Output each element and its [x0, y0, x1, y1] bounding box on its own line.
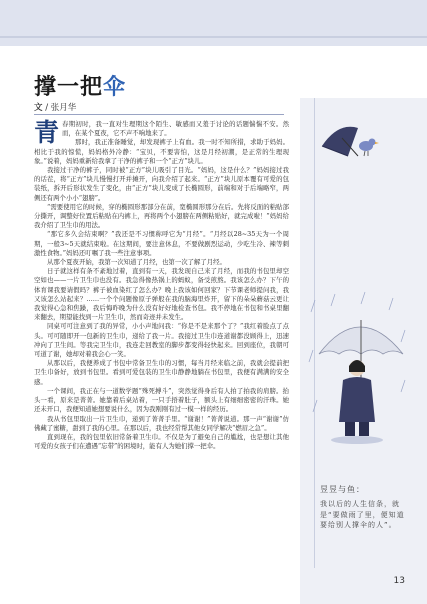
- paragraph: 同桌可可注意到了我的异常，小小声地问我：“你是不是来那个了？”我红着脸点了点头。可可随即开一包新的卫生巾，递给了我一片。我接过卫生巾连道谢都没顾得上，迅速冲向了卫生间。等我完卫生巾，我连走回教室的脚步都变得轻快起来。回到座位，我朝可可道了谢，她却对着我会心一笑。: [34, 322, 289, 359]
- byline: 文 / 张月华: [34, 103, 77, 113]
- drop-cap: 青: [34, 118, 60, 147]
- bird-umbrella-illustration-icon: [318, 116, 382, 162]
- paragraph: 那时，我正准备睡觉，却发现裤子上有血。我一时不知所措，求助于妈妈。相比于我的惊慌，妈妈格外冷静：“宝贝，不要害怕，这是月经初潮，是正常的生理现象。”说着，妈妈重新给我拿了干净的裤子和一个“正方”块儿。: [34, 138, 289, 165]
- note-text: 我以后的人生信条，就是“要做雨了里，便知道要给别人撑伞的人”。: [320, 500, 405, 529]
- page-number: 13: [393, 576, 405, 586]
- paragraph: “那它多久会结束啊？”我还是不习惯称呼它为“月经”。“月经以28~35天为一个周期，一般3~5天就结束啦。在这期间，要注意休息，不要做剧烈运动，少吃生冷、辣等刺激性食物。”妈妈还叮嘱了我一些注意事项。: [34, 230, 289, 257]
- paragraph: 日子就这样有条不紊地过着，直到有一天，我发现自己来了月经，而我的书包里却空空如也——一片卫生巾也没有。我急得像热锅上的蚂蚁，备受煎熬。我该怎么办？下午的体育课我要请假吗？裤子被血染红了怎么办？晚上我该如何回家？下节课老师提问我，我又该怎么站起来？……一个个问题像原子弹般在我的脑海里炸开，留下的朵朵蘑菇云更让我觉得心急和焦躁，我后悔昨晚为什么没有好好地检查书包。我不停地在书包和书桌里翻来翻去，期望能找到一片卫生巾，然而奇迹并未发生。: [34, 267, 289, 322]
- paragraph: 青春期初时，我一直对生理期这个陌生、敏感而又羞于讨论的话题惴惴不安。然而，在某个夏夜，它不声不响地来了。: [34, 118, 289, 147]
- paragraph: “需要使用它的时候，穿的椭圆形那部分在前，宽椭圆形那分在后。先将反面的粘贴部分撕开，调整好位置后粘贴在内裤上，再将两个小翅膀在两侧粘贴好，就完成啦！”妈妈给我介绍了卫生巾的用法。: [34, 202, 289, 230]
- child-umbrella-rain-illustration-icon: [305, 290, 415, 450]
- paragraph: 直到现在，我的包里依旧常备着卫生巾。不仅是为了避免自己的尴尬，也是想让其他可爱的女孩子们在遭遇“忘带”的困境时，能有人为她们撑一把伞。: [34, 432, 289, 451]
- article-body: [34, 120, 289, 451]
- paragraph: 从那以后，我便养成了书包中常备卫生巾的习惯，每当月经来临之前，我就会提前把卫生巾备好，放到书包里。看到可爱包装的卫生巾静静地躺在书包里，我便有满满的安全感。: [34, 359, 289, 386]
- note-title: 昱昱与鱼：: [320, 485, 365, 494]
- paragraph: 我接过干净的裤子，同时被“正方”块儿吸引了目光。“妈妈，这是什么？”妈妈接过我的话茬，将“正方”块儿慢慢打开并摊开，向我介绍了起来。“正方”块儿原本覆有可爱的包装纸，拆开后形状发生了变化，由“正方”块儿变成了长椭圆形，前端和对于后端略窄，两侧还有两个小小“翅膀”。: [34, 166, 289, 202]
- sidebar-note: [320, 484, 412, 531]
- paragraph: 从那个夏夜开始，我第一次知道了月经，也第一次了解了月经。: [47, 258, 226, 267]
- title-rule: [34, 114, 284, 115]
- paragraph: 一个课间，我正在与一道数学题“殊死搏斗”，突然觉得身后有人拍了拍我的肩膀。抬头一看，原来是菁菁。她靠着后桌站着，一只手捂着肚子，额头上有细细密密的汗珠。她还未开口，我便知道她想要说什么，因为我刚刚有过一模一样的经历。: [34, 386, 289, 414]
- article-title: 撑一把伞: [34, 75, 127, 100]
- paragraph: 我从书包里取出一片卫生巾，递到了菁菁手里。“谢谢！”菁菁说道。那一声“谢谢”仿佛藏了蜜糖，甜到了我的心里。在那以后，我也经常帮其他女同学解决“燃眉之急”。: [34, 414, 289, 432]
